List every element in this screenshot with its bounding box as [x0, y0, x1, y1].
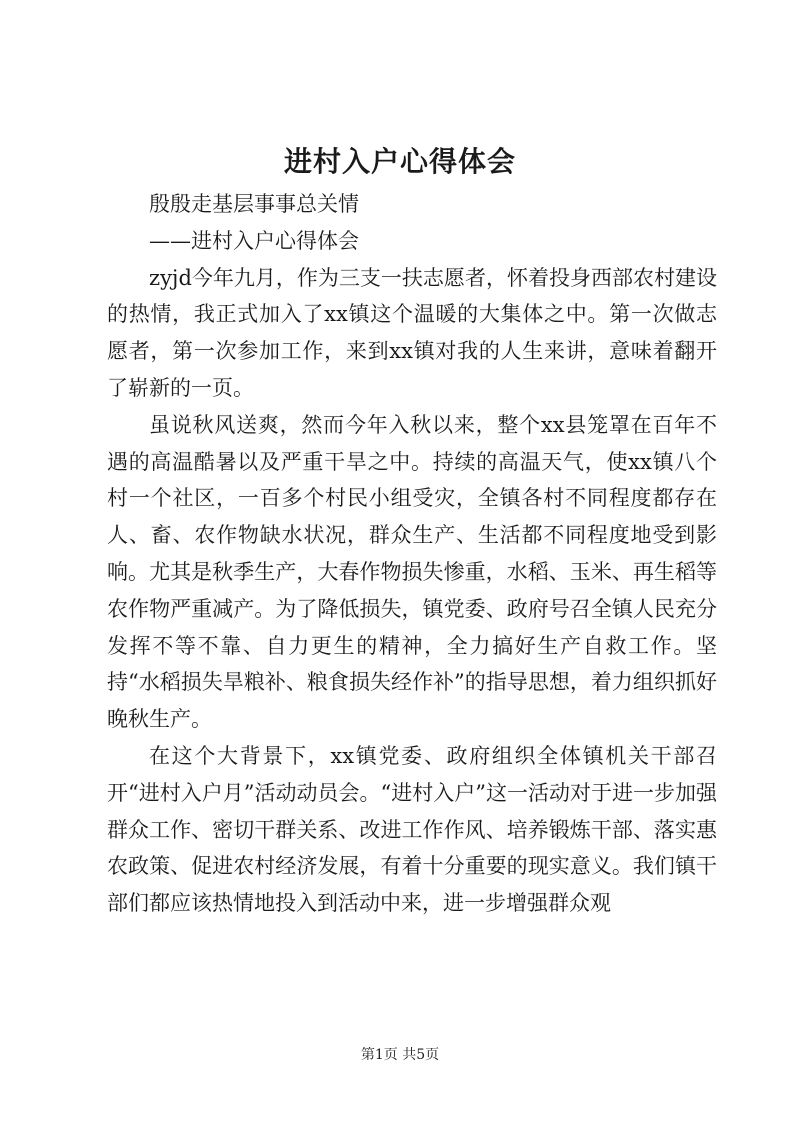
- page-footer: 第1页 共5页: [360, 1047, 440, 1063]
- paragraph-2: 虽说秋风送爽，然而今年入秋以来，整个xx县笼罩在百年不遇的高温酷暑以及严重干旱之中。持续的高温天气，使xx镇八个村一个社区，一百多个村民小组受灾，全镇各村不同程度都存在人、畜、农作物缺水状况，群众生产、生活都不同程度地受到影响。尤其是秋季生产，大春作物损失惨重，水稻、玉米、再生稻等农作物严重减产。为了降低损失，镇党委、政府号召全镇人民充分发挥不等不靠、自力更生的精神，全力搞好生产自救工作。坚持“水稻损失旱粮补、粮食损失经作补”的指导思想，着力组织抓好晚秋生产。: [107, 412, 717, 732]
- document-title: 进村入户心得体会: [283, 145, 516, 178]
- paragraph-1: zyjd今年九月，作为三支一扶志愿者，怀着投身西部农村建设的热情，我正式加入了xx镇这个温暖的大集体之中。第一次做志愿者，第一次参加工作，来到xx镇对我的人生来讲，意味着翻开了崭新的一页。: [107, 265, 717, 400]
- document-body: [107, 186, 717, 922]
- paragraph-3: 在这个大背景下，xx镇党委、政府组织全体镇机关干部召开“进村入户月”活动动员会。“进村入户”这一活动对于进一步加强群众工作、密切干群关系、改进工作作风、培养锻炼干部、落实惠农政策、促进农村经济发展，有着十分重要的现实意义。我们镇干部们都应该热情地投入到活动中来，进一步增强群众观: [107, 743, 717, 916]
- subtitle: 殷殷走基层事事总关情: [149, 192, 359, 216]
- subtitle-line: ——进村入户心得体会: [149, 228, 359, 253]
